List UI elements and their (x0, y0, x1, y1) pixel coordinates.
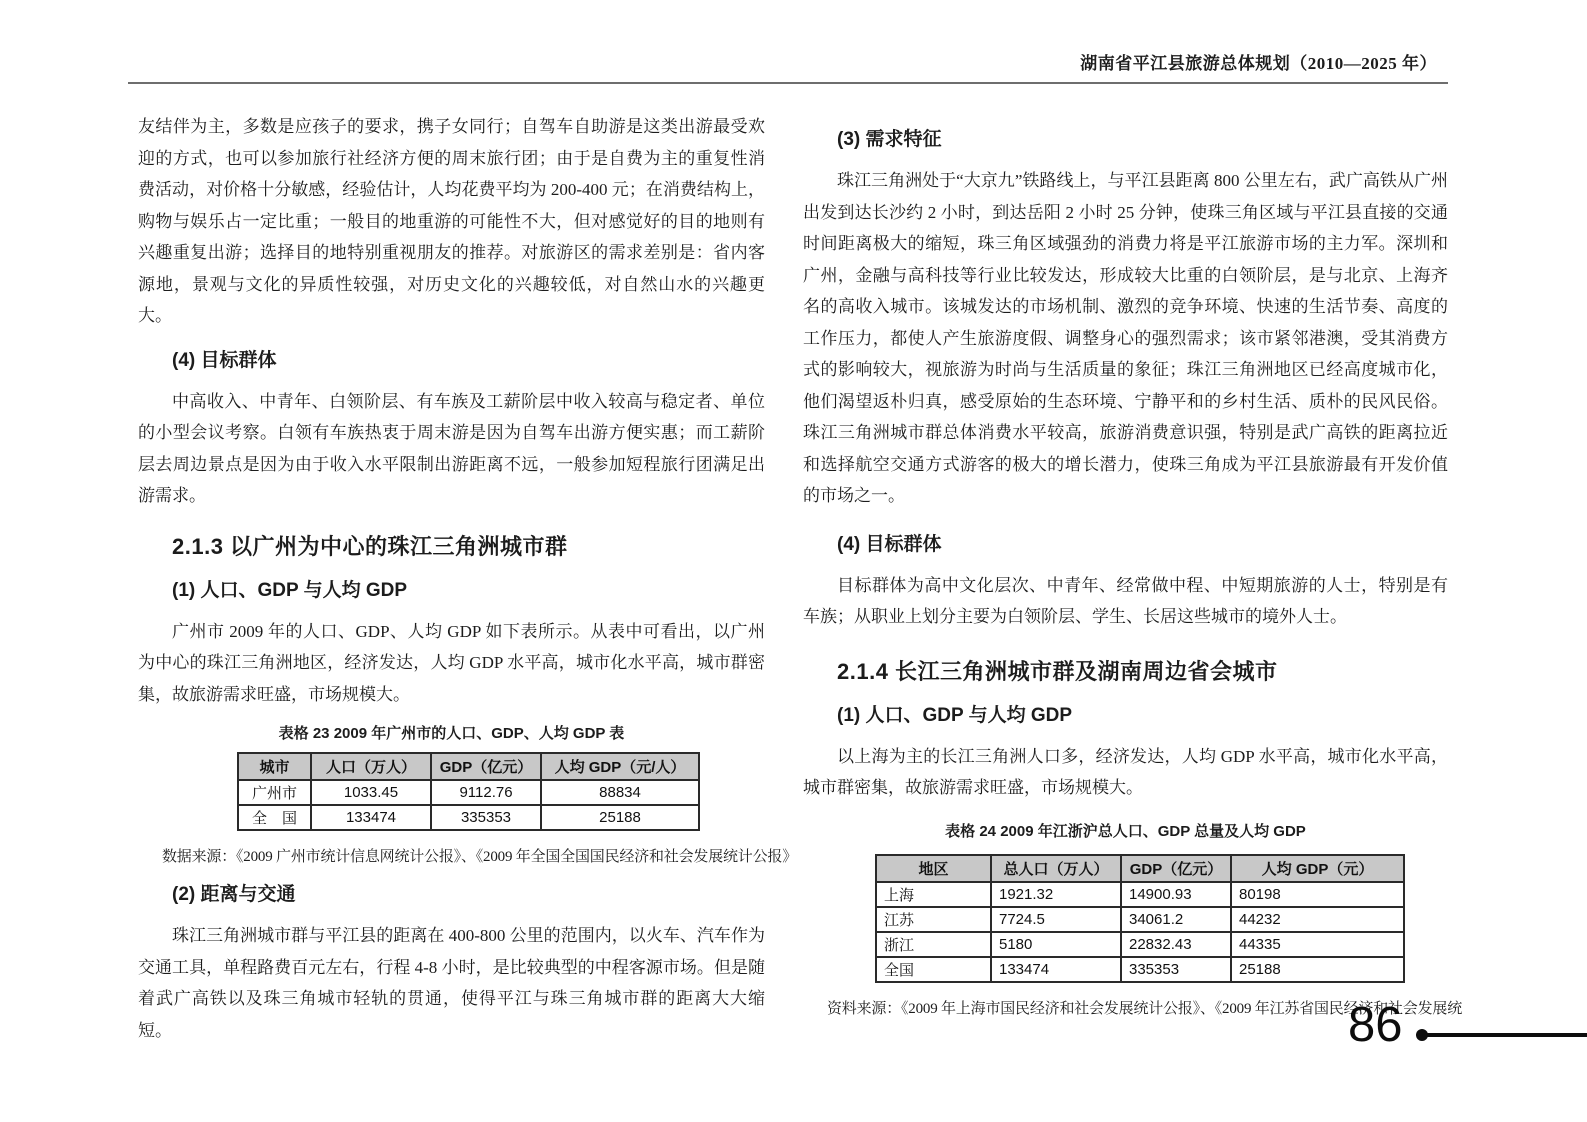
table-cell: 22832.43 (1121, 932, 1231, 957)
table-header-cell: 人均 GDP（元/人） (541, 753, 699, 780)
header-rule (128, 82, 1448, 84)
table-row (876, 882, 1404, 907)
paragraph-target-group-left: 中高收入、中青年、白领阶层、有车族及工薪阶层中收入较高与稳定者、单位的小型会议考察。白领有车族热衷于周末游是因为自驾车出游方便实惠；而工薪阶层去周边景点是因为由于收入水平限制出游距离不远，一般参加短程旅行团满足出游需求。 (138, 391, 765, 505)
table-header-cell: 人口（万人） (311, 753, 431, 780)
table-cell: 88834 (541, 780, 699, 805)
table-cell: 5180 (991, 932, 1121, 957)
heading-distance-transport: (2) 距离与交通 (172, 884, 296, 905)
table-cell: 44335 (1231, 932, 1404, 957)
heading-target-group-right: (4) 目标群体 (837, 533, 942, 555)
table-cell: 江苏 (876, 907, 991, 932)
table-cell: 1921.32 (991, 882, 1121, 907)
page-number: 86 (1348, 998, 1403, 1052)
paragraph-population-gdp-right: 以上海为主的长江三角洲人口多，经济发达，人均 GDP 水平高，城市化水平高，城市群密集，故旅游需求旺盛，市场规模大。 (803, 746, 1448, 797)
table-cell: 335353 (1121, 957, 1231, 982)
table-header-cell: GDP（亿元） (431, 753, 541, 780)
table-cell: 全 国 (238, 805, 311, 830)
table-header-cell: 总人口（万人） (991, 855, 1121, 882)
table-header-cell: 地区 (876, 855, 991, 882)
left-column (138, 105, 798, 1046)
table-cell: 44232 (1231, 907, 1404, 932)
table-cell: 133474 (311, 805, 431, 830)
heading-population-gdp-left: (1) 人口、GDP 与人均 GDP (172, 579, 408, 601)
table-cell: 34061.2 (1121, 907, 1231, 932)
heading-population-gdp-right: (1) 人口、GDP 与人均 GDP (837, 704, 1073, 726)
paragraph-population-gdp-left: 广州市 2009 年的人口、GDP、人均 GDP 如下表所示。从表中可看出，以广州为中心的珠江三角洲地区，经济发达，人均 GDP 水平高，城市化水平高，城市群密集，故旅游需求旺盛，市场规模大。 (138, 621, 765, 704)
table-cell: 7724.5 (991, 907, 1121, 932)
table24-caption: 表格 24 2009 年江浙沪总人口、GDP 总量及人均 GDP (945, 822, 1306, 840)
table-row (238, 805, 699, 830)
table-header-cell: GDP（亿元） (1121, 855, 1231, 882)
table23-caption: 表格 23 2009 年广州市的人口、GDP、人均 GDP 表 (278, 725, 625, 742)
right-column (803, 105, 1463, 1018)
table-row (876, 907, 1404, 932)
table-cell: 全国 (876, 957, 991, 982)
table-cell: 335353 (431, 805, 541, 830)
table-row (238, 780, 699, 805)
page-header-title: 湖南省平江县旅游总体规划（2010—2025 年） (1080, 54, 1437, 73)
table-cell: 上海 (876, 882, 991, 907)
table-cell: 80198 (1231, 882, 1404, 907)
table-header-row (876, 855, 1404, 882)
paragraph-demand-features: 珠江三角洲处于“大京九”铁路线上，与平江县距离 800 公里左右，武广高铁从广州出发到达长沙约 2 小时，到达岳阳 2 小时 25 分钟，使珠三角区域与平江县直接的交通时间距离极大的缩短，珠三角区域强劲的消费力将是平江旅游市场的主力军。深圳和广州，金融与高科技等行业比较发达，形成较大比重的白领阶层，是与北京、上海齐名的高收入城市。该城发达的市场机制、激烈的竞争环境、快速的生活节奏、高度的工作压力，都使人产生旅游度假、调整身心的强烈需求；该市紧邻港澳，受其消费方式的影响较大，视旅游为时尚与生活质量的象征；珠江三角洲地区已经高度城市化，他们渴望返朴归真，感受原始的生态环境、宁静平和的乡村生活、质朴的民风民俗。珠江三角洲城市群总体消费水平较高，旅游消费意识强，特别是武广高铁的距离拉近和选择航空交通方式游客的极大的增长潜力，使珠三角成为平江县旅游最有开发价值的市场之一。 (803, 171, 1448, 505)
table-guangzhou-gdp (237, 752, 700, 831)
table-row (876, 932, 1404, 957)
page-number-line (1426, 1033, 1587, 1037)
table-cell: 浙江 (876, 932, 991, 957)
table-row (876, 957, 1404, 982)
table-cell: 25188 (541, 805, 699, 830)
table-header-cell: 人均 GDP（元） (1231, 855, 1404, 882)
table-cell: 25188 (1231, 957, 1404, 982)
heading-target-group-left: (4) 目标群体 (172, 349, 277, 371)
paragraph-distance-transport: 珠江三角洲城市群与平江县的距离在 400-800 公里的范围内，以火车、汽车作为交通工具，单程路费百元左右，行程 4-8 小时，是比较典型的中程客源市场。但是随着武广高铁以及珠三角城市轻轨的贯通，使得平江与珠三角城市群的距离大大缩短。 (138, 926, 765, 1040)
heading-demand-features: (3) 需求特征 (837, 129, 942, 150)
data-source-note-left: 数据来源：《2009 广州市统计信息网统计公报》、《2009 年全国全国国民经济和社会发展统计公报》 (162, 849, 798, 865)
table-header-row (238, 753, 699, 780)
table-header-cell: 城市 (238, 753, 311, 780)
table-cell: 9112.76 (431, 780, 541, 805)
table-cell: 1033.45 (311, 780, 431, 805)
table-cell: 广州市 (238, 780, 311, 805)
heading-section-2-1-4: 2.1.4 长江三角洲城市群及湖南周边省会城市 (837, 658, 1278, 684)
table-cell: 133474 (991, 957, 1121, 982)
paragraph-continuation: 友结伴为主，多数是应孩子的要求，携子女同行；自驾车自助游是这类出游最受欢迎的方式，也可以参加旅行社经济方便的周末旅行团；由于是自费为主的重复性消费活动，对价格十分敏感，经验估计，人均花费平均为 200-400 元；在消费结构上，购物与娱乐占一定比重；一般目的地重游的可能性不大，但对感觉好的目的地则有兴趣重复出游；选择目的地特别重视朋友的推荐。对旅游区的需求差别是：省内客源地，景观与文化的异质性较强，对历史文化的兴趣较低，对自然山水的兴趣更大。 (138, 117, 765, 325)
paragraph-target-group-right: 目标群体为高中文化层次、中青年、经常做中程、中短期旅游的人士，特别是有车族；从职业上划分主要为白领阶层、学生、长居这些城市的境外人士。 (803, 575, 1448, 626)
heading-section-2-1-3: 2.1.3 以广州为中心的珠江三角洲城市群 (172, 533, 568, 559)
data-source-note-right: 资料来源：《2009 年上海市国民经济和社会发展统计公报》、《2009 年江苏省国民经济和社会发展统 (827, 1000, 1463, 1017)
table-yangtze-delta-gdp (875, 854, 1405, 983)
table-cell: 14900.93 (1121, 882, 1231, 907)
